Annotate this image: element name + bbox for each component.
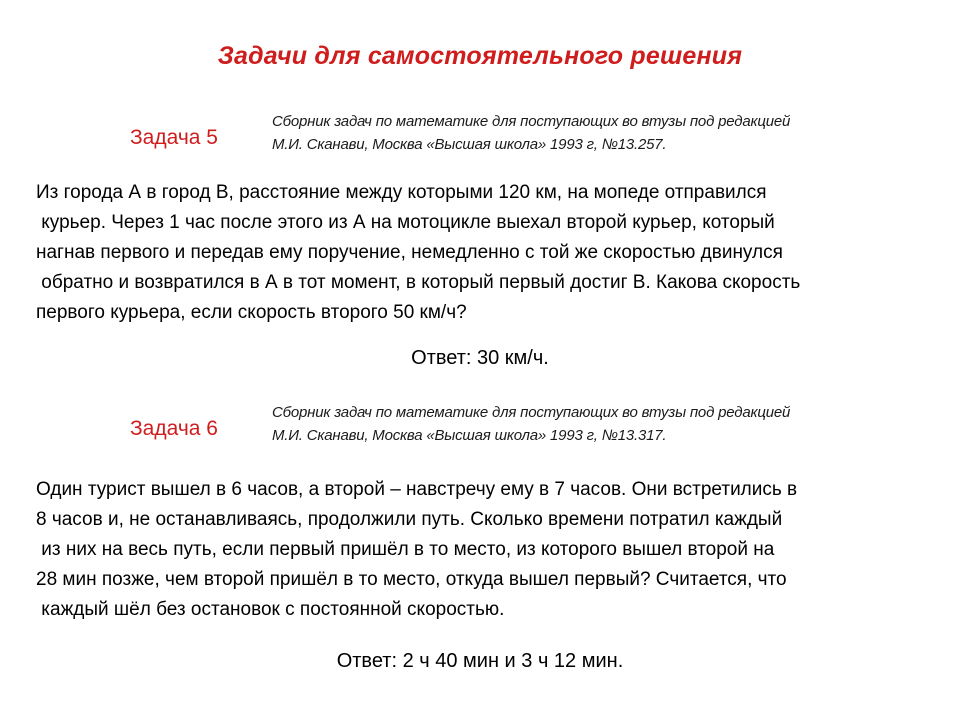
problem-6-text-line: 8 часов и, не останавливаясь, продолжили путь. Сколько времени потратил каждый bbox=[36, 509, 783, 530]
problem-6-text-line: Один турист вышел в 6 часов, а второй – навстречу ему в 7 часов. Они встретились в bbox=[36, 479, 798, 500]
problem-6-source-line-2: М.И. Сканави, Москва «Высшая школа» 1993 г, №13.317. bbox=[272, 427, 667, 444]
problem-6-text-line: 28 мин позже, чем второй пришёл в то место, откуда вышел первый? Считается, что bbox=[36, 569, 787, 590]
problem-5-text-line: курьер. Через 1 час после этого из А на мотоцикле выехал второй курьер, который bbox=[36, 212, 775, 233]
problem-6-label: Задача 6 bbox=[130, 417, 218, 440]
problem-5-text bbox=[36, 178, 800, 328]
problem-6-source-line-1: Сборник задач по математике для поступающих во втузы под редакцией bbox=[272, 404, 791, 421]
problem-6-source-citation bbox=[272, 401, 790, 447]
problem-6-text-line: из них на весь путь, если первый пришёл в то место, из которого вышел второй на bbox=[36, 539, 775, 560]
problem-5-answer: Ответ: 30 км/ч. bbox=[411, 347, 549, 369]
problem-6-text bbox=[36, 475, 797, 625]
problem-5-source-citation bbox=[272, 110, 790, 156]
problem-5-text-line: нагнав первого и передав ему поручение, немедленно с той же скоростью двинулся bbox=[36, 242, 783, 263]
problem-5-label: Задача 5 bbox=[130, 126, 218, 149]
problem-6-text-line: каждый шёл без остановок с постоянной скоростью. bbox=[36, 599, 505, 620]
problem-5-text-line: Из города А в город В, расстояние между которыми 120 км, на мопеде отправился bbox=[36, 182, 767, 203]
problem-5-text-line: обратно и возвратился в А в тот момент, в который первый достиг В. Какова скорость bbox=[36, 272, 801, 293]
problem-5-text-line: первого курьера, если скорость второго 50 км/ч? bbox=[36, 302, 467, 323]
problem-5-source-line-1: Сборник задач по математике для поступающих во втузы под редакцией bbox=[272, 113, 791, 130]
page-title: Задачи для самостоятельного решения bbox=[217, 42, 743, 70]
problem-6-answer: Ответ: 2 ч 40 мин и 3 ч 12 мин. bbox=[336, 650, 624, 672]
problem-5-source-line-2: М.И. Сканави, Москва «Высшая школа» 1993 г, №13.257. bbox=[272, 136, 667, 153]
